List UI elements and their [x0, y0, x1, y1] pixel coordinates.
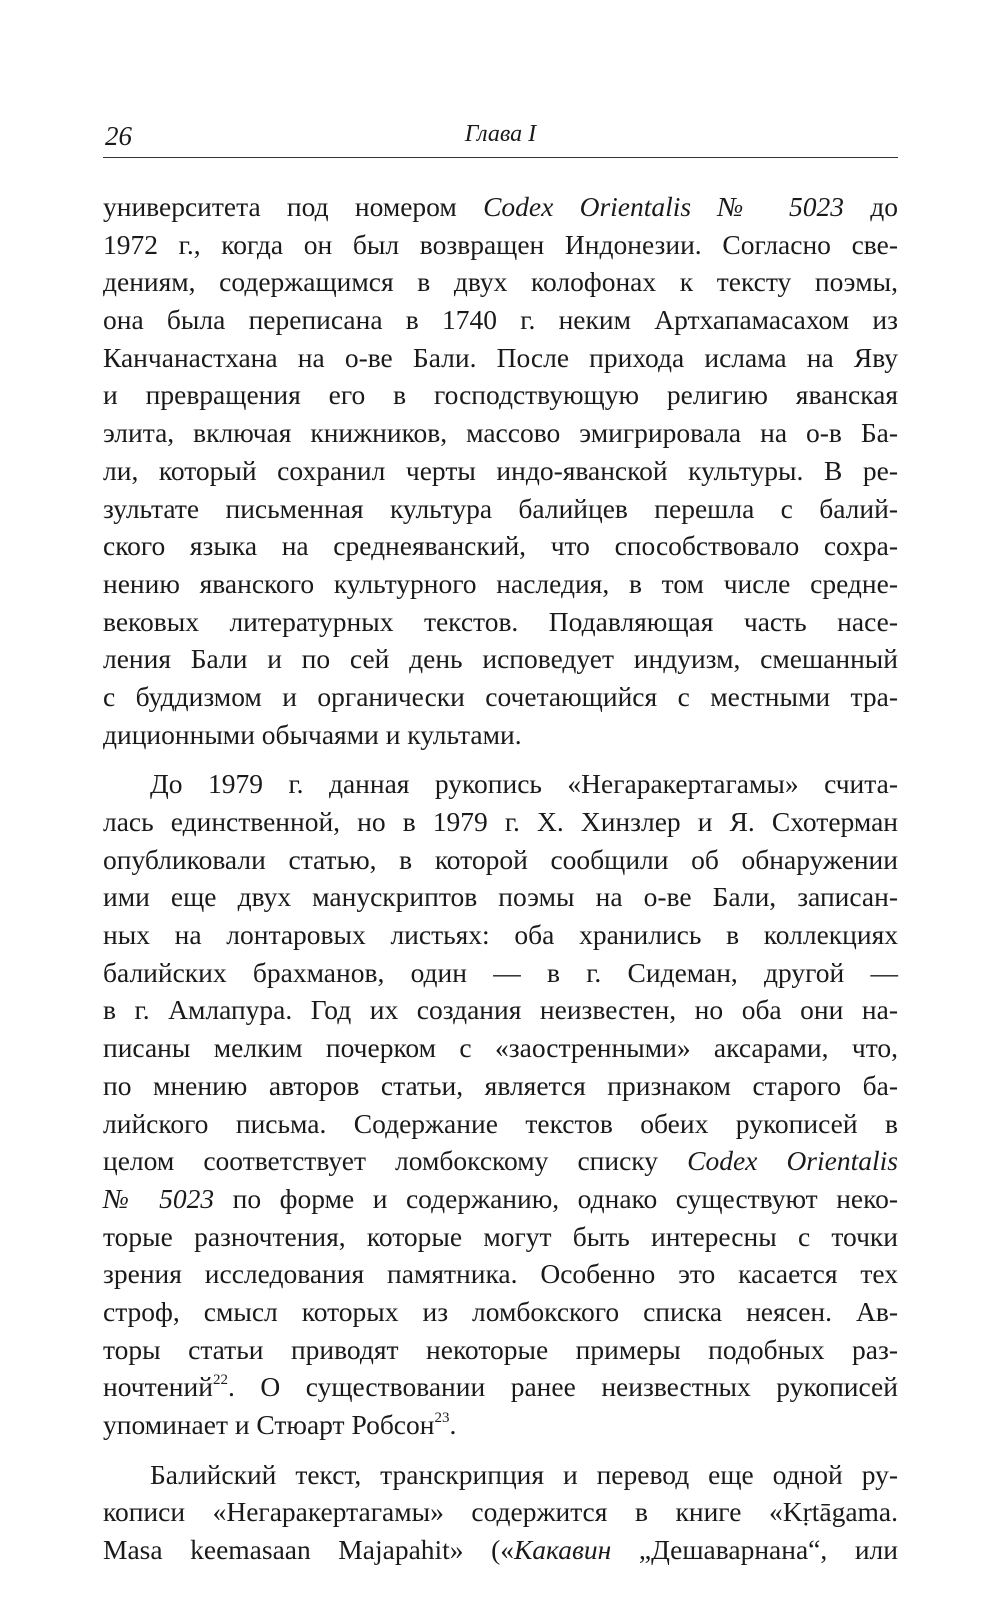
- text-span: зрения исследования памятника. Особенно это касается тех: [103, 1258, 898, 1290]
- paragraph-gap: [103, 753, 898, 765]
- text-line: [103, 565, 898, 603]
- text-span: торы статьи приводят некоторые примеры подобных раз-: [103, 1333, 898, 1365]
- text-line: [103, 765, 898, 803]
- text-line: [103, 803, 898, 841]
- text-span: строф, смысл которых из ломбокского списка неясен. Ав-: [103, 1295, 898, 1327]
- paragraph: [103, 765, 898, 1443]
- italic-text: Codex Orientalis: [687, 1145, 898, 1177]
- text-line: [103, 226, 898, 264]
- text-line: [103, 1331, 898, 1369]
- text-span: ими еще двух манускриптов поэмы на о-ве Бали, записан-: [103, 881, 898, 913]
- running-head: Глава I: [464, 121, 537, 147]
- footnote-ref: 22: [212, 1372, 228, 1389]
- text-span: зультате письменная культура балийцев перешла с балий-: [103, 492, 898, 524]
- text-line: [103, 414, 898, 452]
- text-line: [103, 716, 898, 754]
- text-span: Балийский текст, транскрипция и перевод еще одной ру-: [150, 1458, 898, 1490]
- text-span: ночтений: [103, 1371, 213, 1403]
- text-line: [103, 188, 898, 226]
- text-line: [103, 1029, 898, 1067]
- text-span: целом соответствует ломбокскому списку: [103, 1145, 688, 1177]
- text-line: [103, 1218, 898, 1256]
- text-line: [103, 1067, 898, 1105]
- text-line: [103, 640, 898, 678]
- text-line: [103, 1531, 898, 1569]
- text-span: 1972 г., когда он был возвращен Индонезии. Согласно све-: [103, 228, 898, 260]
- paragraph: [103, 1456, 898, 1569]
- paragraph-gap: [103, 1444, 898, 1456]
- text-line: [103, 301, 898, 339]
- text-line: [103, 452, 898, 490]
- text-span: „Дешаварнана“, или: [611, 1534, 898, 1566]
- page-number: 26: [105, 121, 132, 151]
- text-span: нению яванского культурного наследия, в том числе средне-: [103, 567, 898, 599]
- text-span: лась единственной, но в 1979 г. Х. Хинзлер и Я. Схотерман: [103, 806, 898, 837]
- text-line: [103, 376, 898, 414]
- text-line: [103, 603, 898, 641]
- italic-text: Какавин: [514, 1534, 612, 1566]
- text-span: и превращения его в господствующую религию яванская: [103, 379, 898, 411]
- text-span: вековых литературных текстов. Подавляющая часть насе-: [103, 605, 898, 637]
- paragraph: [103, 188, 898, 753]
- text-line: [103, 339, 898, 377]
- body-text: [103, 188, 898, 1569]
- text-span: писаны мелким почерком с «заостренными» аксарами, что,: [103, 1032, 898, 1064]
- text-span: упоминает и Стюарт Робсон: [103, 1409, 435, 1440]
- text-span: До 1979 г. данная рукопись «Негаракертагамы» счита-: [150, 768, 898, 800]
- text-line: [103, 916, 898, 954]
- text-span: до: [844, 191, 899, 222]
- text-span: ления Бали и по сей день исповедует индуизм, смешанный: [103, 643, 898, 675]
- text-span: ли, который сохранил черты индо-яванской культуры. В ре-: [103, 454, 898, 486]
- text-span: по мнению авторов статьи, является признаком старого ба-: [103, 1069, 898, 1101]
- text-line: [103, 1180, 898, 1218]
- text-span: дениям, содержащимся в двух колофонах к тексту поэмы,: [103, 266, 898, 298]
- text-line: [103, 991, 898, 1029]
- page-header: [103, 117, 898, 158]
- text-line: [103, 1293, 898, 1331]
- text-span: по форме и содержанию, однако существуют неко-: [214, 1182, 898, 1214]
- text-line: [103, 1493, 898, 1531]
- italic-text: № 5023: [103, 1182, 215, 1214]
- text-span: кописи «Негаракертагамы» содержится в книге «Kṛtāgama.: [103, 1496, 898, 1528]
- text-span: торые разночтения, которые могут быть интересны с точки: [103, 1220, 898, 1252]
- text-line: [103, 841, 898, 879]
- text-span: балийских брахманов, один — в г. Сидеман, другой —: [103, 956, 898, 988]
- text-span: Masa keemasaan Majapahit» («: [103, 1534, 515, 1566]
- text-line: [103, 263, 898, 301]
- text-line: [103, 1456, 898, 1494]
- text-span: элита, включая книжников, массово эмигрировала на о-в Ба-: [103, 417, 898, 449]
- text-span: .: [449, 1409, 457, 1440]
- text-line: [103, 954, 898, 992]
- text-span: с буддизмом и органически сочетающийся с местными тра-: [103, 680, 898, 712]
- text-line: [103, 527, 898, 565]
- text-line: [103, 1142, 898, 1180]
- text-line: [103, 1406, 898, 1444]
- text-span: она была переписана в 1740 г. неким Артхапамасахом из: [103, 304, 898, 336]
- text-span: диционными обычаями и культами.: [103, 718, 522, 750]
- text-span: университета под номером: [103, 191, 484, 222]
- text-span: ных на лонтаровых листьях: оба хранились в коллекциях: [103, 919, 898, 951]
- text-span: . О существовании ранее неизвестных рукописей: [227, 1371, 898, 1403]
- text-span: ского языка на среднеяванский, что способствовало сохра-: [103, 530, 898, 562]
- text-line: [103, 878, 898, 916]
- text-line: [103, 490, 898, 528]
- italic-text: Codex Orientalis № 5023: [483, 191, 844, 222]
- footnote-ref: 23: [434, 1410, 450, 1426]
- text-line: [103, 678, 898, 716]
- text-span: опубликовали статью, в которой сообщили об обнаружении: [103, 843, 898, 875]
- text-line: [103, 1105, 898, 1143]
- text-line: [103, 1368, 898, 1406]
- text-span: в г. Амлапура. Год их создания неизвестен, но оба они на-: [103, 994, 898, 1026]
- text-line: [103, 1255, 898, 1293]
- text-span: Канчанастхана на о-ве Бали. После прихода ислама на Яву: [103, 341, 898, 373]
- text-span: лийского письма. Содержание текстов обеих рукописей в: [103, 1107, 898, 1139]
